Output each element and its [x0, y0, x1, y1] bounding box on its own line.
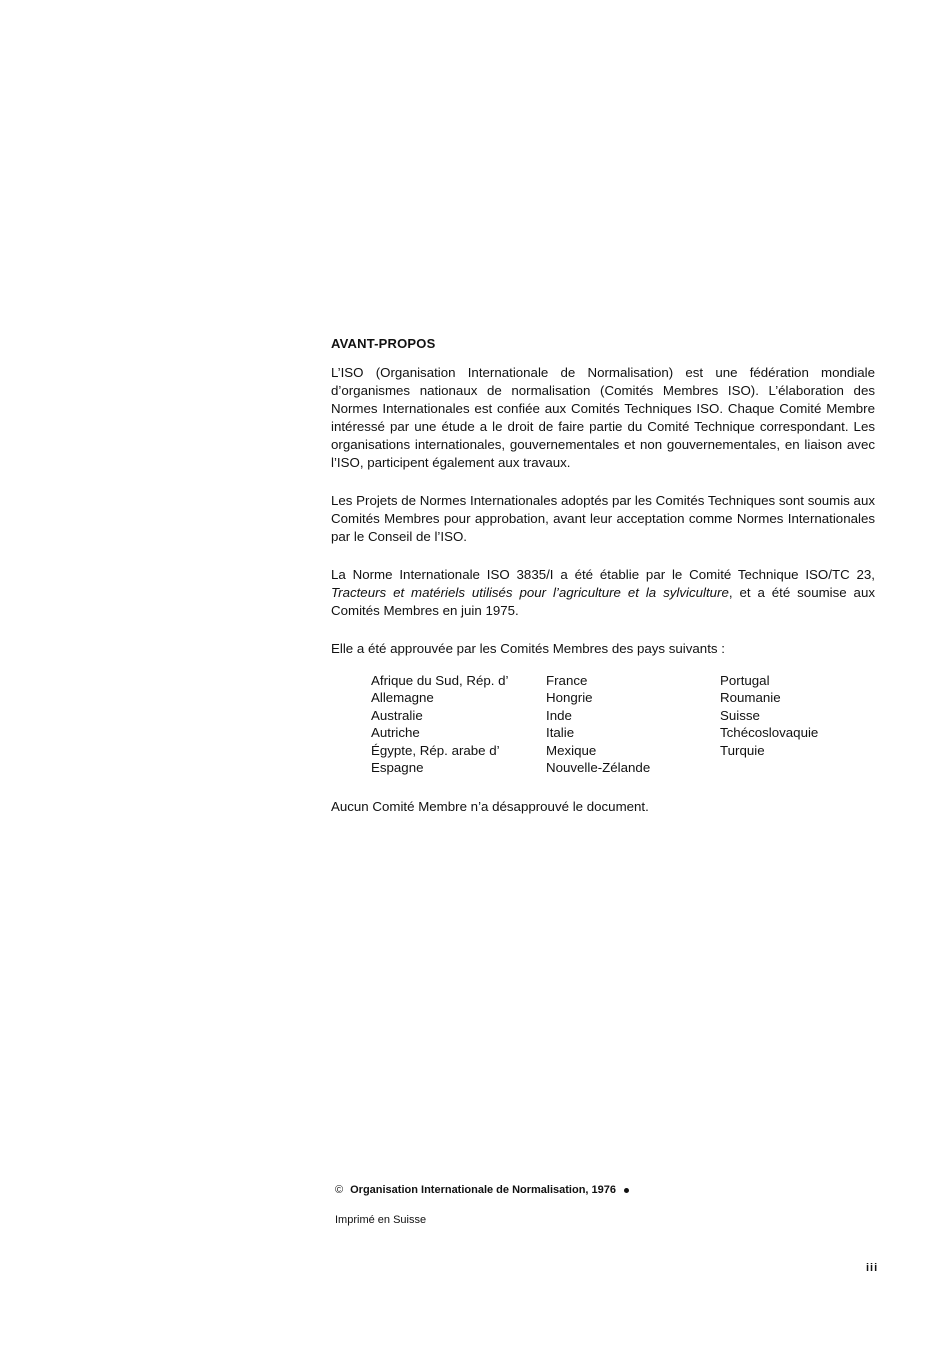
page-number: iii [866, 1262, 879, 1274]
list-item: Afrique du Sud, Rép. d’ [371, 673, 509, 688]
committee-title: Tracteurs et matériels utilisés pour l’agriculture et la sylviculture [331, 585, 729, 600]
paragraph-no-disapproval: Aucun Comité Membre n’a désapprouvé le document. [331, 799, 649, 815]
list-item: Autriche [371, 725, 420, 741]
copyright-text: Organisation Internationale de Normalisation, 1976 [350, 1184, 617, 1196]
list-item: Hongrie [546, 690, 593, 706]
list-item: Espagne [371, 760, 424, 776]
list-item: France [546, 673, 588, 688]
list-item: Mexique [546, 742, 597, 758]
paragraph-standard-origin [331, 566, 875, 620]
list-item: Italie [546, 725, 575, 741]
list-item: Nouvelle-Zélande [546, 760, 651, 776]
country-column-1 [371, 672, 546, 776]
origin-text-before: La Norme Internationale ISO 3835/I a été établie par le Comité Technique ISO/TC 23, [331, 567, 875, 582]
copyright-symbol: © [335, 1184, 344, 1196]
list-item: Australie [371, 707, 423, 723]
paragraph-iso-intro: L’ISO (Organisation Internationale de Normalisation) est une fédération mondiale d’organismes nationaux de normalisation (Comités Membres ISO). L’élaboration des Normes Internationales est confiée aux Comités Techniques ISO. Chaque Comité Membre intéressé par une étude a le droit de faire partie du Comité Technique correspondant. Les organisations internationales, gouvernementales et non gouvernementales, en liaison avec l’ISO, participent également aux travaux. [331, 365, 875, 470]
list-item: Portugal [720, 673, 770, 688]
list-item: Égypte, Rép. arabe d’ [371, 742, 500, 758]
printed-in: Imprimé en Suisse [335, 1214, 427, 1226]
country-list [371, 672, 875, 776]
copyright-notice [335, 1184, 629, 1196]
country-column-3 [720, 672, 880, 776]
foreword-section [331, 336, 875, 816]
list-item: Tchécoslovaquie [720, 725, 819, 741]
list-item: Inde [546, 707, 572, 723]
paragraph-draft-standards: Les Projets de Normes Internationales adoptés par les Comités Techniques sont soumis aux Comités Membres pour approbation, avant leur acceptation comme Normes Internationales par le Conseil de l’ISO. [331, 493, 875, 544]
list-item: Roumanie [720, 690, 781, 706]
list-item: Allemagne [371, 690, 434, 706]
section-heading: AVANT-PROPOS [331, 336, 436, 351]
country-column-2 [546, 672, 720, 776]
origin-text-after: , et a été soumise aux Comités Membres en juin 1975. [331, 585, 876, 618]
list-item: Turquie [720, 742, 765, 758]
list-item: Suisse [720, 707, 760, 723]
paragraph-approval: Elle a été approuvée par les Comités Membres des pays suivants : [331, 641, 725, 656]
bullet-icon [624, 1188, 629, 1193]
